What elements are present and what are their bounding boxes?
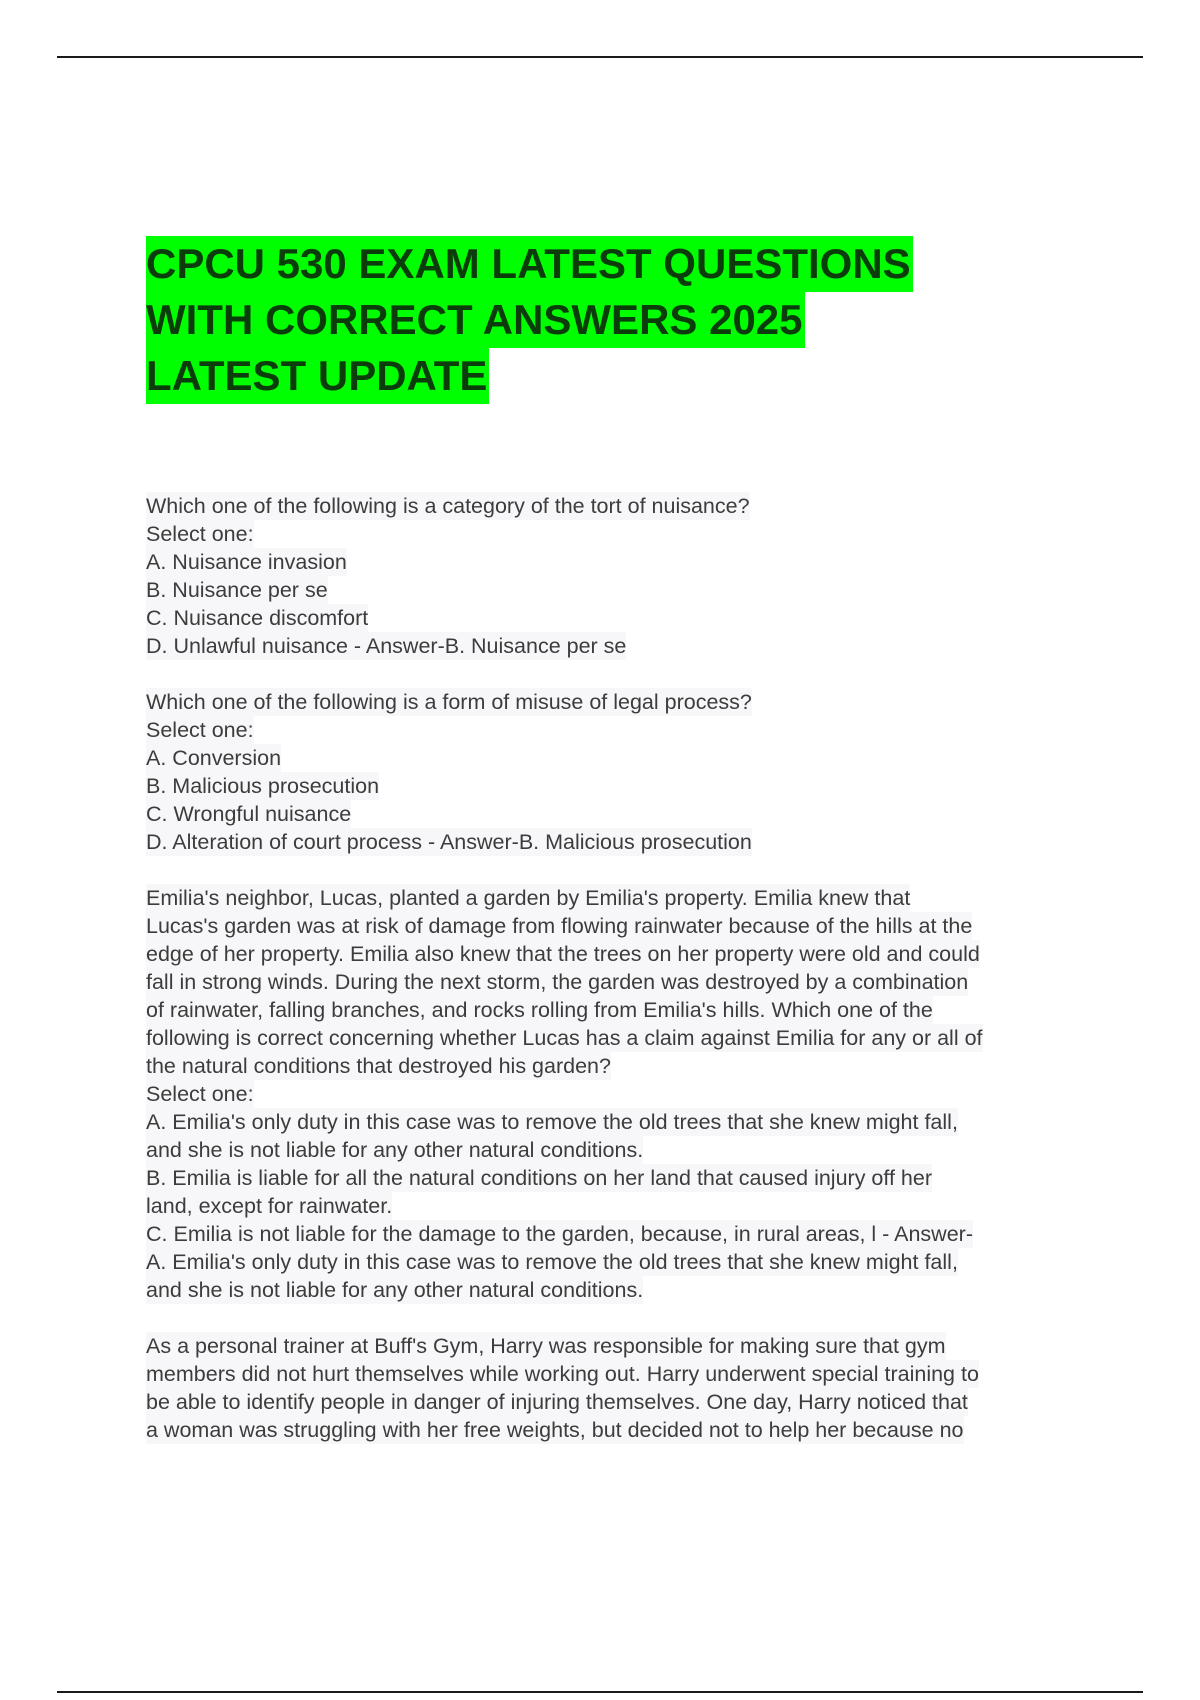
- title-line: CPCU 530 EXAM LATEST QUESTIONS: [146, 236, 913, 292]
- question-block: [146, 492, 1096, 660]
- question-text: Which one of the following is a form of misuse of legal process?: [146, 690, 752, 714]
- question-text: Lucas's garden was at risk of damage from flowing rainwater because of the hills at the: [146, 914, 973, 938]
- title-line: WITH CORRECT ANSWERS 2025: [146, 292, 805, 348]
- question-text: following is correct concerning whether Lucas has a claim against Emilia for any or all of: [146, 1026, 983, 1050]
- option-b: B. Malicious prosecution: [146, 774, 380, 798]
- answer-text: and she is not liable for any other natural conditions.: [146, 1278, 644, 1302]
- option-a: and she is not liable for any other natural conditions.: [146, 1138, 644, 1162]
- question-text: fall in strong winds. During the next storm, the garden was destroyed by a combination: [146, 970, 969, 994]
- option-b: B. Emilia is liable for all the natural conditions on her land that caused injury off her: [146, 1166, 932, 1190]
- top-rule: [57, 56, 1143, 58]
- question-text: edge of her property. Emilia also knew that the trees on her property were old and could: [146, 942, 980, 966]
- question-text: be able to identify people in danger of injuring themselves. One day, Harry noticed that: [146, 1390, 968, 1414]
- question-text: Emilia's neighbor, Lucas, planted a garden by Emilia's property. Emilia knew that: [146, 886, 911, 910]
- question-text: Which one of the following is a category of the tort of nuisance?: [146, 494, 750, 518]
- option-b: B. Nuisance per se: [146, 578, 328, 602]
- option-c: C. Nuisance discomfort: [146, 606, 369, 630]
- option-c-with-answer: C. Emilia is not liable for the damage to the garden, because, in rural areas, l - Answer-: [146, 1222, 973, 1246]
- document-title: [146, 236, 1066, 404]
- question-block: [146, 688, 1096, 856]
- question-block: [146, 884, 1096, 1304]
- answer-text: A. Emilia's only duty in this case was to remove the old trees that she knew might fall,: [146, 1250, 958, 1274]
- question-text: members did not hurt themselves while working out. Harry underwent special training to: [146, 1362, 979, 1386]
- option-a: A. Emilia's only duty in this case was to remove the old trees that she knew might fall,: [146, 1110, 958, 1134]
- question-block: [146, 1332, 1096, 1444]
- select-prompt: Select one:: [146, 1082, 254, 1106]
- option-b: land, except for rainwater.: [146, 1194, 393, 1218]
- option-a: A. Conversion: [146, 746, 282, 770]
- bottom-rule: [57, 1691, 1143, 1693]
- option-d-with-answer: D. Unlawful nuisance - Answer-B. Nuisance per se: [146, 634, 627, 658]
- title-line: LATEST UPDATE: [146, 348, 489, 404]
- question-text: of rainwater, falling branches, and rocks rolling from Emilia's hills. Which one of the: [146, 998, 933, 1022]
- question-text: As a personal trainer at Buff's Gym, Harry was responsible for making sure that gym: [146, 1334, 946, 1358]
- option-a: A. Nuisance invasion: [146, 550, 347, 574]
- question-list: [146, 492, 1096, 1472]
- select-prompt: Select one:: [146, 718, 254, 742]
- select-prompt: Select one:: [146, 522, 254, 546]
- option-c: C. Wrongful nuisance: [146, 802, 352, 826]
- question-text: the natural conditions that destroyed his garden?: [146, 1054, 611, 1078]
- question-text: a woman was struggling with her free weights, but decided not to help her because no: [146, 1418, 964, 1442]
- option-d-with-answer: D. Alteration of court process - Answer-B. Malicious prosecution: [146, 830, 752, 854]
